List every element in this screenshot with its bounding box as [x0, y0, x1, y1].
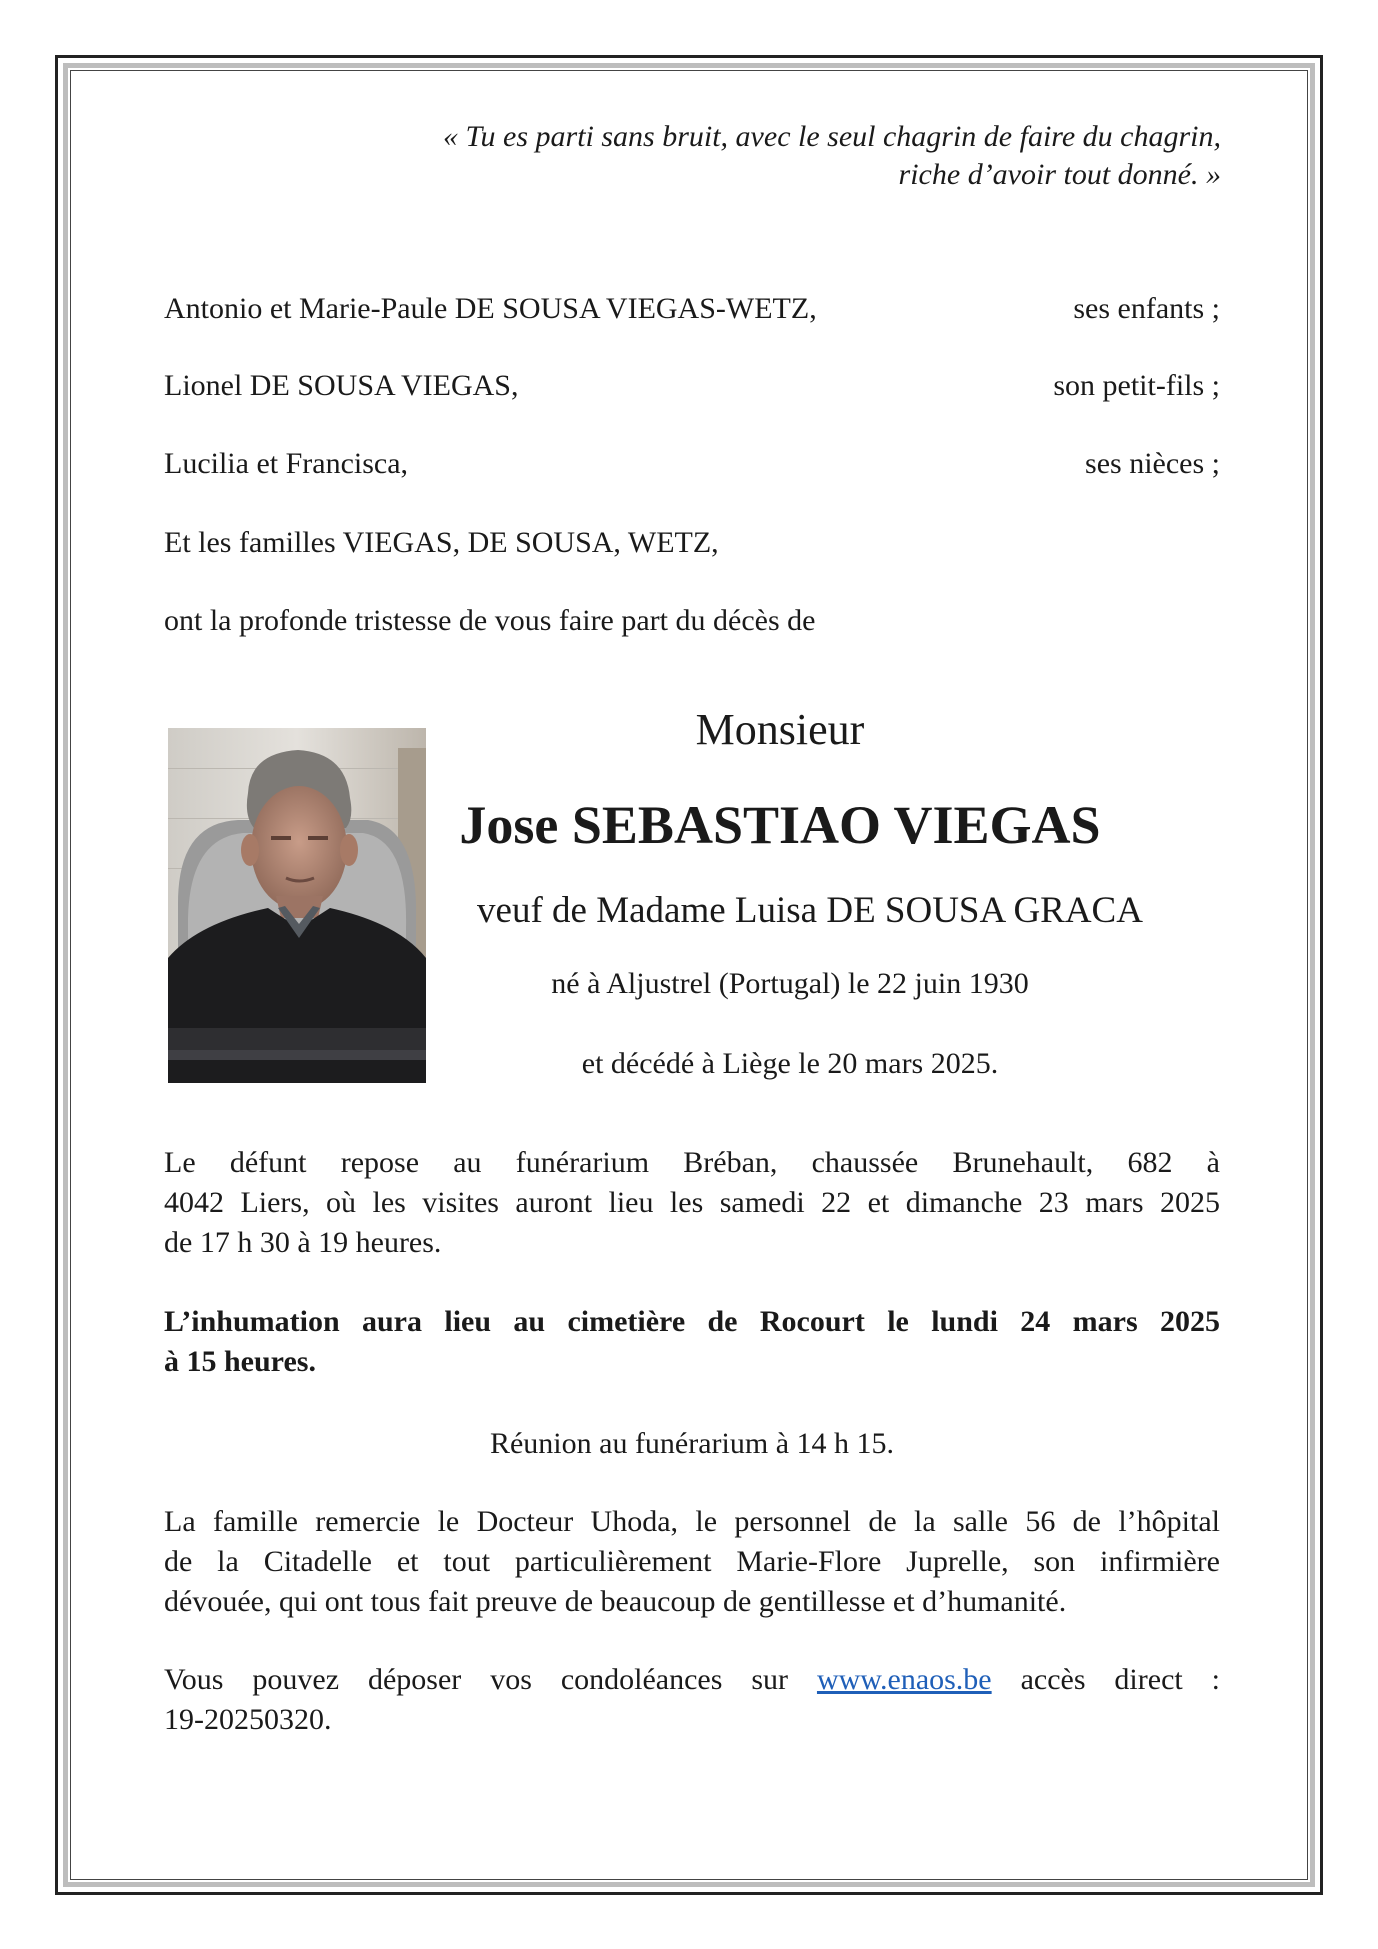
burial-line-2: à 15 heures. — [164, 1345, 316, 1378]
condolences-access: accès direct : — [1020, 1663, 1220, 1696]
burial-line-1: L’inhumation aura lieu au cimetière de Rocourt le lundi 24 mars 2025 — [164, 1305, 1220, 1338]
deceased-name: Jose SEBASTIAO VIEGAS — [459, 795, 1101, 855]
thanks-line-3: dévouée, qui ont tous fait preuve de beaucoup de gentillesse et d’humanité. — [164, 1585, 1067, 1618]
meeting-note: Réunion au funérarium à 14 h 15. — [489, 1427, 895, 1460]
family-name: Et les familles VIEGAS, DE SOUSA, WETZ, — [164, 526, 719, 559]
death-line: et décédé à Liège le 20 mars 2025. — [581, 1047, 999, 1080]
visitation-line-2: 4042 Liers, où les visites auront lieu les samedi 22 et dimanche 23 mars 2025 — [164, 1186, 1220, 1219]
announcement-line — [164, 601, 1220, 641]
family-name: Antonio et Marie-Paule DE SOUSA VIEGAS-WETZ, — [164, 292, 817, 325]
visitation-paragraph — [164, 1143, 1220, 1263]
family-relation: ses enfants ; — [1073, 292, 1220, 325]
family-row — [164, 366, 1220, 406]
condolences-link[interactable]: www.enaos.be — [816, 1663, 992, 1696]
quote-line-1: « Tu es parti sans bruit, avec le seul chagrin de faire du chagrin, — [443, 120, 1221, 153]
thanks-line-1: La famille remercie le Docteur Uhoda, le personnel de la salle 56 de l’hôpital — [164, 1505, 1220, 1538]
portrait-image — [168, 728, 426, 1083]
widow-of-line: veuf de Madame Luisa DE SOUSA GRACA — [477, 890, 1143, 931]
portrait-photo — [168, 728, 426, 1083]
family-relation: ses nièces ; — [1085, 447, 1220, 480]
thanks-line-2: de la Citadelle et tout particulièrement Marie-Flore Juprelle, son infirmière — [164, 1545, 1220, 1578]
condolences-line-1 — [164, 1660, 1220, 1700]
announcement-text: ont la profonde tristesse de vous faire part du décès de — [164, 604, 816, 637]
condolences-code: 19-20250320. — [164, 1703, 332, 1736]
quote-line-2: riche d’avoir tout donné. » — [898, 158, 1221, 191]
visitation-line-1: Le défunt repose au funérarium Bréban, chaussée Brunehault, 682 à — [164, 1146, 1220, 1179]
family-row — [164, 444, 1220, 484]
honorific: Monsieur — [695, 705, 865, 754]
condolences-text: Vous pouvez déposer vos condoléances sur — [164, 1663, 789, 1696]
birth-line: né à Aljustrel (Portugal) le 22 juin 1930 — [551, 967, 1029, 1000]
family-name: Lucilia et Francisca, — [164, 447, 409, 480]
family-relation: son petit-fils ; — [1053, 369, 1220, 402]
family-row — [164, 523, 1220, 563]
condolences-paragraph — [164, 1660, 1220, 1740]
epigraph-quote — [221, 118, 1221, 194]
visitation-line-3: de 17 h 30 à 19 heures. — [164, 1226, 442, 1259]
family-name: Lionel DE SOUSA VIEGAS, — [164, 369, 519, 402]
family-row — [164, 289, 1220, 329]
burial-paragraph — [164, 1302, 1220, 1382]
thanks-paragraph — [164, 1502, 1220, 1622]
